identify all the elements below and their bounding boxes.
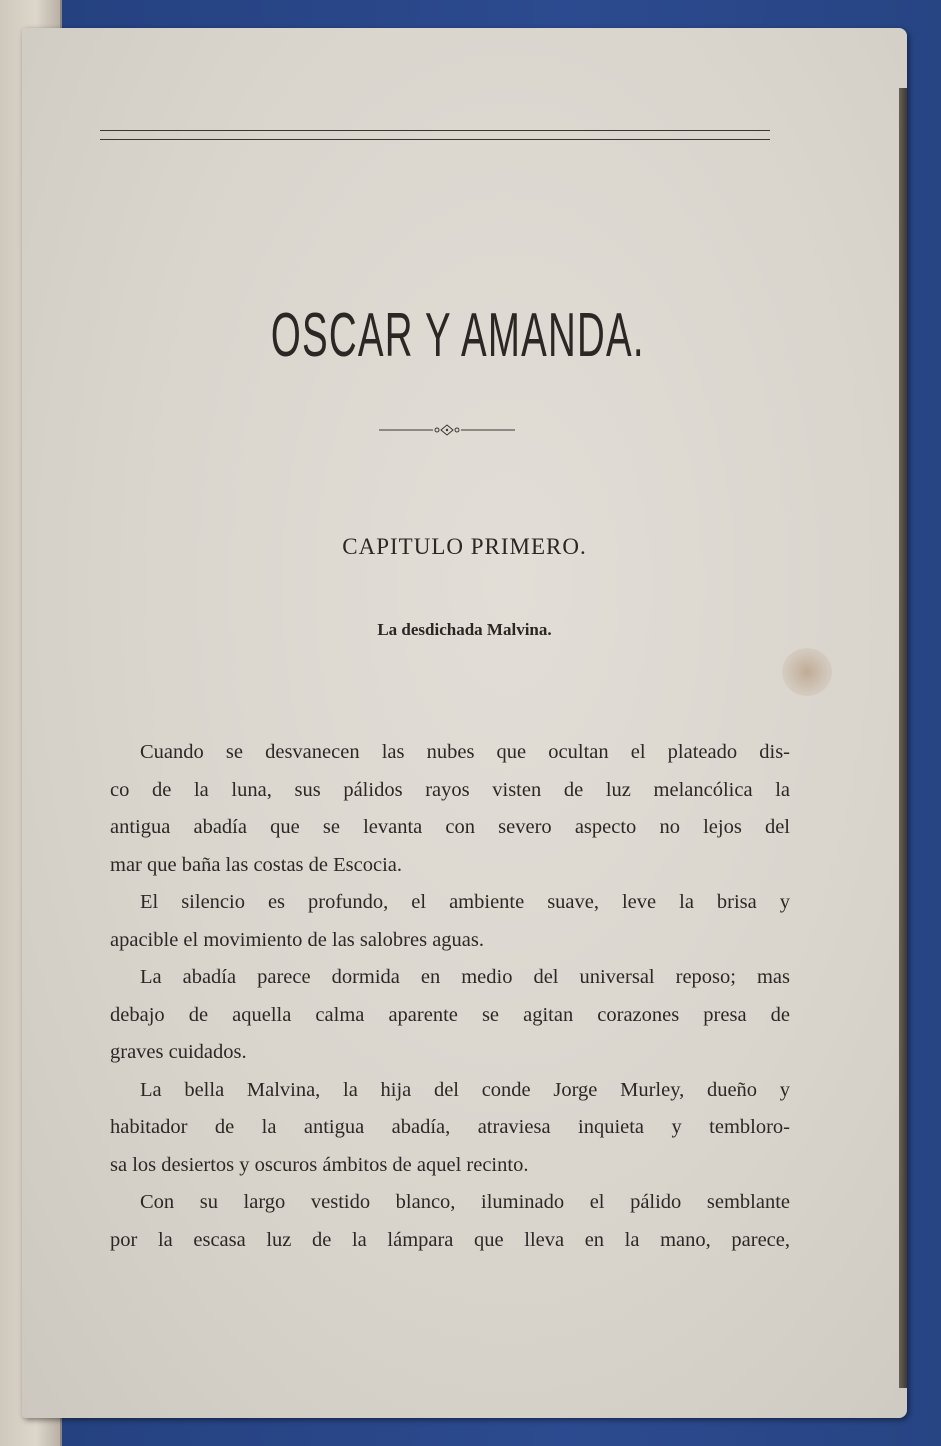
text-line: mar que baña las costas de Escocia. bbox=[110, 853, 403, 876]
text-line: Con su largo vestido blanco, iluminado el pálido semblante bbox=[140, 1191, 790, 1213]
page-spine-edge bbox=[899, 88, 907, 1388]
text-line: apacible el movimiento de las salobres aguas. bbox=[110, 928, 485, 951]
text-line: antigua abadía que se levanta con severo aspecto no lejos del bbox=[110, 816, 790, 838]
book-title: OSCAR Y AMANDA. bbox=[270, 301, 645, 370]
chapter-subtitle: La desdichada Malvina. bbox=[377, 620, 552, 639]
body-text bbox=[110, 734, 790, 1259]
text-line: co de la luna, sus pálidos rayos visten de luz melancólica la bbox=[110, 778, 790, 801]
text-line: graves cuidados. bbox=[110, 1041, 247, 1063]
book-page bbox=[22, 28, 907, 1418]
text-line: La abadía parece dormida en medio del universal reposo; mas bbox=[140, 966, 790, 988]
text-line: habitador de la antigua abadía, atraviesa inquieta y tembloro- bbox=[110, 1116, 790, 1138]
text-line: El silencio es profundo, el ambiente suave, leve la brisa y bbox=[140, 891, 790, 913]
paper-stain bbox=[782, 648, 832, 696]
text-line: Cuando se desvanecen las nubes que ocultan el plateado dis- bbox=[140, 741, 790, 763]
text-line: debajo de aquella calma aparente se agitan corazones presa de bbox=[110, 1003, 790, 1026]
chapter-heading: CAPITULO PRIMERO. bbox=[342, 534, 587, 559]
header-double-rule bbox=[100, 130, 770, 140]
text-line: La bella Malvina, la hija del conde Jorge Murley, dueño y bbox=[140, 1078, 790, 1101]
text-line: sa los desiertos y oscuros ámbitos de aquel recinto. bbox=[110, 1153, 529, 1176]
text-line: por la escasa luz de la lámpara que lleva en la mano, parece, bbox=[110, 1228, 790, 1251]
ornament-divider-icon bbox=[377, 420, 517, 440]
